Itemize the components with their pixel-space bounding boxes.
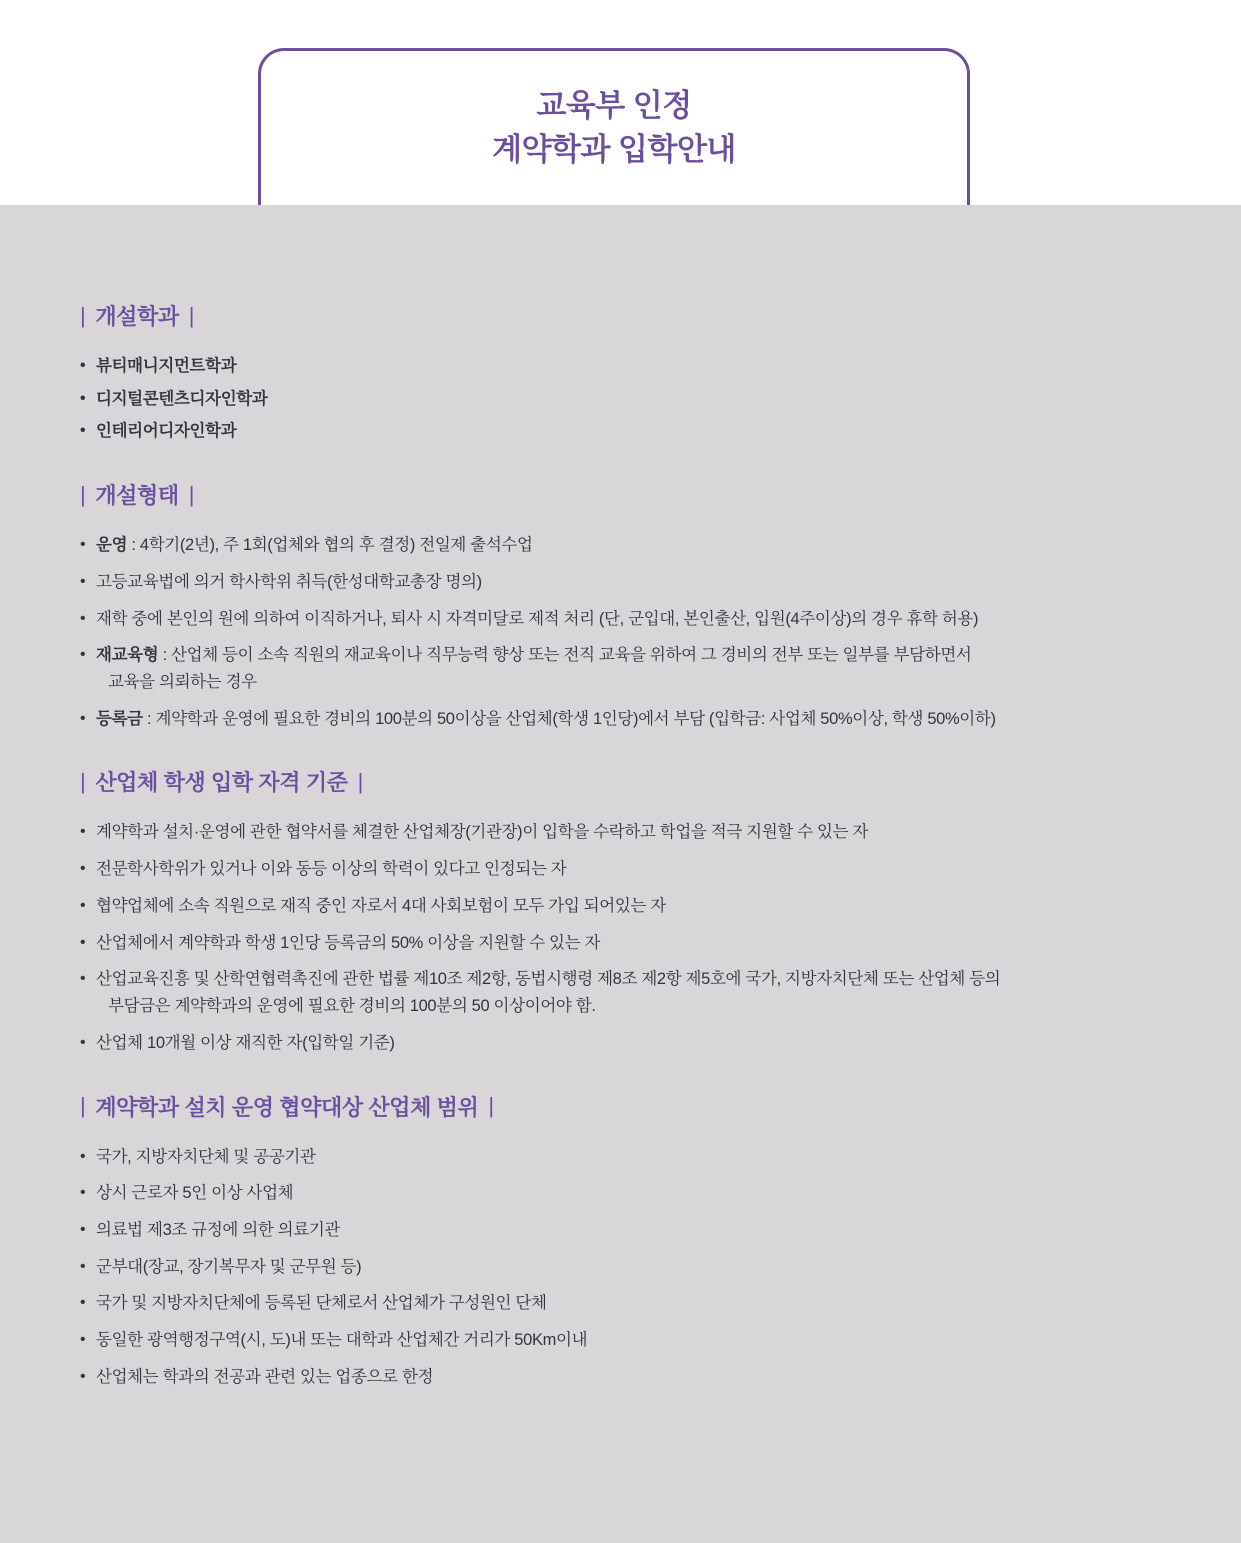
list-item-subtext: 교육을 의뢰하는 경우	[108, 673, 257, 692]
heading-bar-right: |	[357, 768, 363, 794]
list-item-text: : 산업체 등이 소속 직원의 재교육이나 직무능력 향상 또는 전직 교육을 위하여 그 경비의 전부 또는 일부를 부담하면서	[158, 646, 972, 665]
section-heading-text: 계약학과 설치 운영 협약대상 산업체 범위	[95, 1094, 479, 1120]
heading-bar-left: |	[80, 1093, 86, 1118]
list-item: • 동일한 광역행정구역(시, 도)내 또는 대학과 산업체간 거리가 50Km이내	[80, 1327, 1170, 1354]
page-title-line-1: 교육부 인정	[536, 87, 692, 123]
program-format-list	[80, 532, 1170, 732]
list-item-label: 운영	[96, 536, 128, 555]
section-program-format	[80, 479, 1170, 732]
section-partner-scope	[80, 1091, 1170, 1391]
list-item-text: 협약업체에 소속 직원으로 재직 중인 자로서 4대 사회보험이 모두 가입 되어있는 자	[96, 896, 666, 915]
section-heading-text: 개설형태	[95, 483, 179, 509]
list-item	[80, 819, 1170, 846]
list-item: • 산업체는 학과의 전공과 관련 있는 업종으로 한정	[80, 1364, 1170, 1391]
partner-scope-list	[80, 1144, 1170, 1391]
content-column	[80, 300, 1170, 1425]
page-title	[492, 84, 736, 172]
heading-bar-right: |	[188, 481, 195, 507]
list-item: • 의료법 제3조 규정에 의한 의료기관	[80, 1217, 1170, 1244]
list-item: • 상시 근로자 5인 이상 사업체	[80, 1180, 1170, 1207]
list-item	[80, 966, 1170, 1019]
list-item: • 디지털콘텐츠디자인학과	[80, 386, 1170, 413]
list-item	[80, 893, 1170, 920]
section-heading-admission-criteria	[80, 766, 1170, 797]
list-item-text: 계약학과 설치·운영에 관한 협약서를 체결한 산업체장(기관장)이 입학을 수락하고 학업을 적극 지원할 수 있는 자	[96, 823, 868, 842]
heading-bar-left: |	[80, 481, 86, 507]
admission-criteria-list	[80, 819, 1170, 1056]
list-item: • 인테리어디자인학과	[80, 418, 1170, 445]
list-item-text: 전문학사학위가 있거나 이와 동등 이상의 학력이 있다고 인정되는 자	[96, 860, 567, 879]
list-item-text: 고등교육법에 의거 학사학위 취득(한성대학교총장 명의)	[96, 572, 482, 591]
list-item	[80, 930, 1170, 957]
heading-bar-right: |	[188, 302, 195, 328]
list-item-label: 등록금	[96, 709, 143, 728]
heading-bar-left: |	[80, 768, 86, 794]
list-item: • 뷰티매니지먼트학과	[80, 353, 1170, 380]
list-item-text: 산업체 10개월 이상 재직한 자(입학일 기준)	[96, 1033, 395, 1052]
section-admission-criteria	[80, 766, 1170, 1056]
page-title-line-2: 계약학과 입학안내	[492, 132, 736, 167]
list-item: • 국가, 지방자치단체 및 공공기관	[80, 1144, 1170, 1171]
heading-bar-right: |	[488, 1093, 494, 1118]
list-item-text: 재학 중에 본인의 원에 의하여 이직하거나, 퇴사 시 자격미달로 제적 처리 (단, 군입대, 본인출산, 입원(4주이상)의 경우 휴학 허용)	[96, 609, 979, 628]
page-header	[0, 0, 1241, 205]
list-item	[80, 569, 1170, 596]
list-item	[80, 642, 1170, 695]
list-item	[80, 1030, 1170, 1057]
department-list	[80, 353, 1170, 445]
list-item: • 군부대(장교, 장기복무자 및 군무원 등)	[80, 1254, 1170, 1281]
content-panel	[0, 205, 1241, 1543]
list-item-label: 재교육형	[96, 646, 159, 665]
heading-bar-left: |	[80, 302, 86, 328]
section-departments	[80, 300, 1170, 445]
section-heading-program-format	[80, 479, 1170, 510]
header-title-box	[258, 48, 970, 205]
list-item	[80, 856, 1170, 883]
list-item	[80, 706, 1170, 733]
list-item-text: : 4학기(2년), 주 1회(업체와 협의 후 결정) 전일제 출석수업	[127, 536, 533, 555]
section-heading-text: 개설학과	[95, 304, 179, 329]
list-item-text: : 계약학과 운영에 필요한 경비의 100분의 50이상을 산업체(학생 1인당)에서 부담 (입학금: 사업체 50%이상, 학생 50%이하)	[142, 709, 996, 728]
section-heading-partner-scope	[80, 1091, 1170, 1122]
list-item	[80, 532, 1170, 559]
list-item-text: 산업체에서 계약학과 학생 1인당 등록금의 50% 이상을 지원할 수 있는 자	[96, 933, 601, 952]
section-heading-departments	[80, 300, 1170, 331]
list-item-subtext: 부담금은 계약학과의 운영에 필요한 경비의 100분의 50 이상이어야 함.	[108, 997, 596, 1016]
list-item: • 국가 및 지방자치단체에 등록된 단체로서 산업체가 구성원인 단체	[80, 1290, 1170, 1317]
list-item	[80, 606, 1170, 633]
section-heading-text: 산업체 학생 입학 자격 기준	[95, 770, 348, 796]
list-item-text: 산업교육진흥 및 산학연협력촉진에 관한 법률 제10조 제2항, 동법시행령 제8조 제2항 제5호에 국가, 지방자치단체 또는 산업체 등의	[96, 970, 1001, 989]
